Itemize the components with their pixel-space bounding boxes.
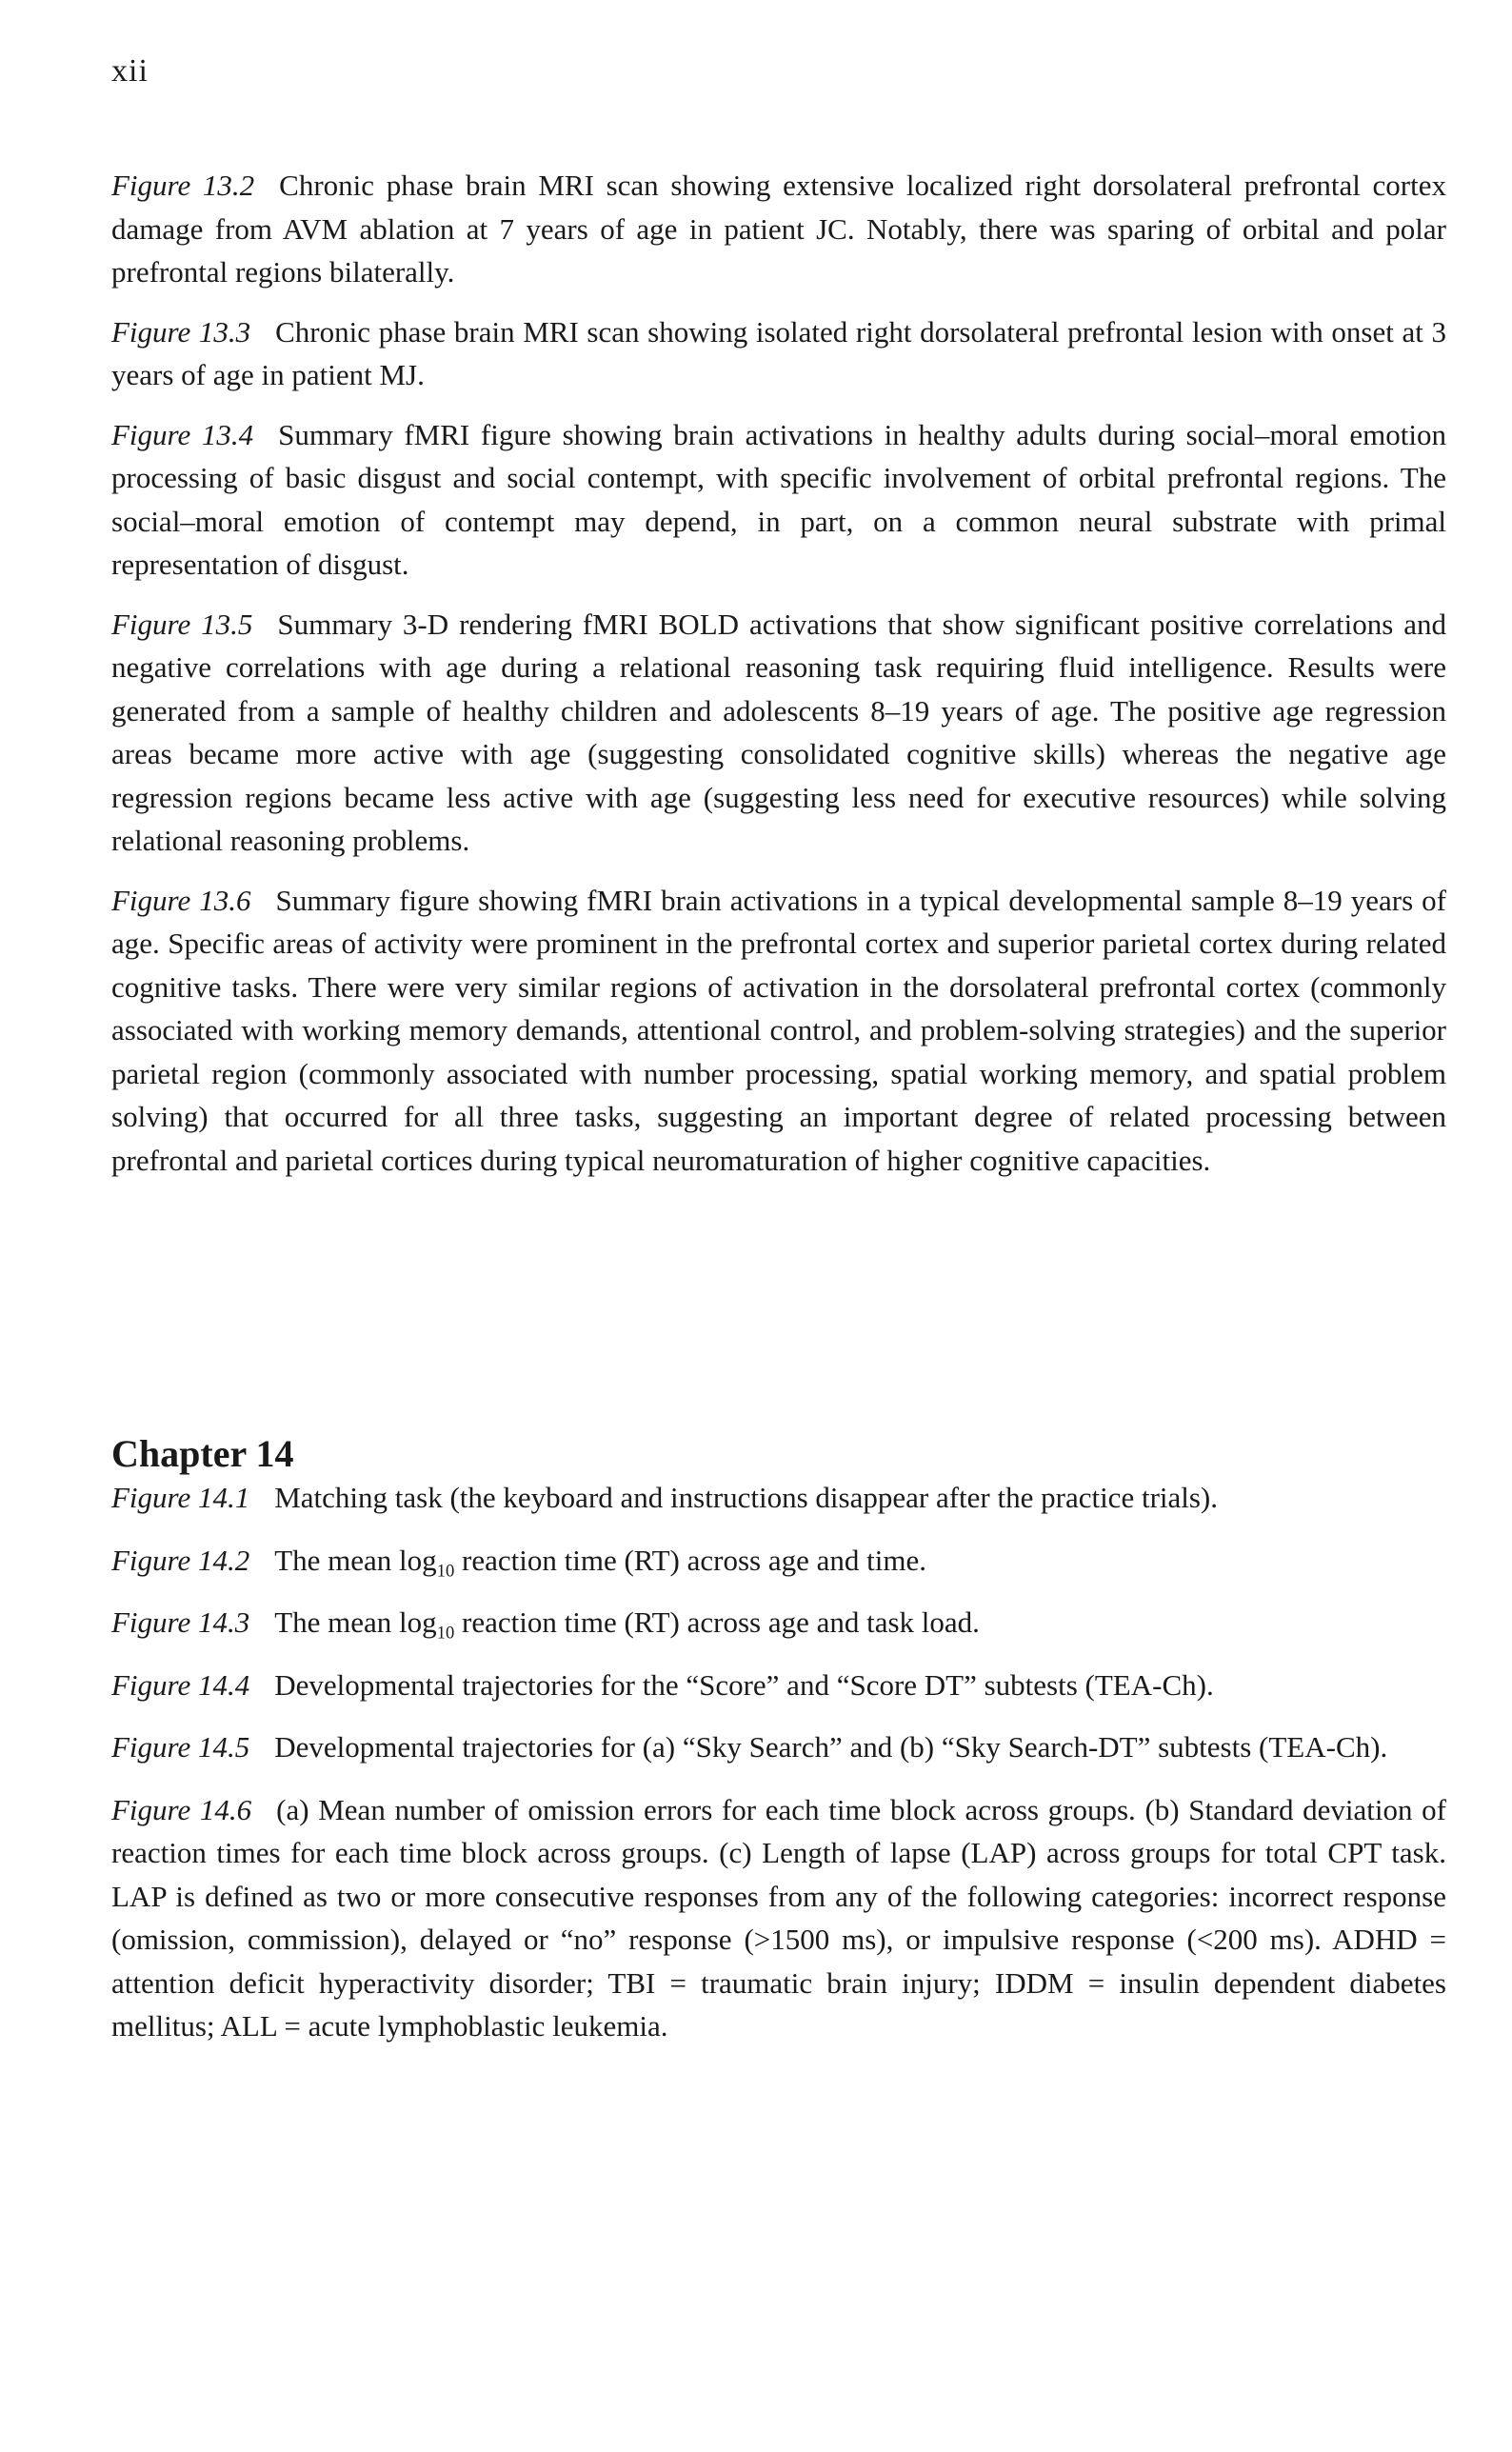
figure-label: Figure 13.6 xyxy=(111,883,251,917)
figure-label: Figure 14.3 xyxy=(111,1605,250,1639)
figure-caption-13-4 xyxy=(111,413,1446,587)
figure-caption-13-2 xyxy=(111,164,1446,294)
figure-text-suffix: reaction time (RT) across age and time. xyxy=(454,1543,926,1577)
figure-text: Summary fMRI figure showing brain activations in healthy adults during social–moral emotion processing of basic disgust and social contempt, with specific involvement of orbital prefrontal regions. The social–moral emotion of contempt may depend, in part, on a common neural substrate with primal representation of disgust. xyxy=(111,417,1446,581)
figure-text: Chronic phase brain MRI scan showing isolated right dorsolateral prefrontal lesion with onset at 3 years of age in patient MJ. xyxy=(111,314,1446,391)
log-subscript: 10 xyxy=(436,1561,455,1581)
figure-caption-14-3 xyxy=(111,1601,1446,1645)
figure-label: Figure 14.6 xyxy=(111,1792,252,1826)
page-number: xii xyxy=(111,53,149,89)
figure-caption-14-5 xyxy=(111,1725,1446,1769)
figure-text-prefix: The mean log xyxy=(274,1605,437,1639)
figure-caption-14-4 xyxy=(111,1664,1446,1707)
figure-caption-13-5 xyxy=(111,603,1446,863)
figure-label: Figure 13.4 xyxy=(111,417,254,451)
figure-label: Figure 14.1 xyxy=(111,1481,250,1514)
figure-caption-13-3 xyxy=(111,310,1446,397)
figure-label: Figure 14.2 xyxy=(111,1543,250,1577)
figure-label: Figure 14.4 xyxy=(111,1667,250,1702)
figure-caption-14-6 xyxy=(111,1788,1446,2048)
figure-text: Chronic phase brain MRI scan showing extensive localized right dorsolateral prefrontal cortex damage from AVM ablation at 7 years of age in patient JC. Notably, there was sparing of orbital and polar prefrontal regions bilaterally. xyxy=(111,169,1446,289)
figure-text: (a) Mean number of omission errors for each time block across groups. (b) Standard deviation of reaction times for each time block across groups. (c) Length of lapse (LAP) across groups for total CPT task. LAP is defined as two or more consecutive responses from any of the following categories: incorrect response (omission, commission), delayed or “no” response (>1500 ms), or impulsive response (<200 ms). ADHD = attention deficit hyperactivity disorder; TBI = traumatic brain injury; IDDM = insulin dependent diabetes mellitus; ALL = acute lymphoblastic leukemia. xyxy=(111,1792,1446,2043)
figure-text: Developmental trajectories for (a) “Sky Search” and (b) “Sky Search-DT” subtests (TEA-Ch). xyxy=(274,1730,1388,1764)
figure-text: Developmental trajectories for the “Score” and “Score DT” subtests (TEA-Ch). xyxy=(274,1667,1214,1702)
figure-text: Summary 3-D rendering fMRI BOLD activations that show significant positive correlations and negative correlations with age during a relational reasoning task requiring fluid intelligence. Results were generated from a sample of healthy children and adolescents 8–19 years of age. The positive age regression areas became more active with age (suggesting consolidated cognitive skills) whereas the negative age regression regions became less active with age (suggesting less need for executive resources) while solving relational reasoning problems. xyxy=(111,607,1446,857)
figure-caption-13-6 xyxy=(111,879,1446,1183)
figure-label: Figure 13.5 xyxy=(111,607,253,641)
figure-label: Figure 13.3 xyxy=(111,314,251,349)
figure-label: Figure 13.2 xyxy=(111,169,255,202)
figure-list-chapter-13 xyxy=(111,164,1446,1182)
figure-caption-14-1 xyxy=(111,1476,1446,1520)
figure-caption-14-2 xyxy=(111,1539,1446,1583)
figure-text-suffix: reaction time (RT) across age and task load. xyxy=(454,1605,980,1639)
figure-list-chapter-14 xyxy=(111,1476,1446,2048)
figure-text-prefix: The mean log xyxy=(274,1543,437,1577)
figure-label: Figure 14.5 xyxy=(111,1730,250,1764)
log-subscript: 10 xyxy=(436,1623,455,1644)
figure-text: Matching task (the keyboard and instructions disappear after the practice trials). xyxy=(274,1481,1219,1514)
chapter-heading: Chapter 14 xyxy=(111,1432,294,1475)
figure-text: Summary figure showing fMRI brain activations in a typical developmental sample 8–19 years of age. Specific areas of activity were prominent in the prefrontal cortex and superior parietal cortex during related cognitive tasks. There were very similar regions of activation in the dorsolateral prefrontal cortex (commonly associated with working memory demands, attentional control, and problem-solving strategies) and the superior parietal region (commonly associated with number processing, spatial working memory, and spatial problem solving) that occurred for all three tasks, suggesting an important degree of related processing between prefrontal and parietal cortices during typical neuromaturation of higher cognitive capacities. xyxy=(111,883,1446,1177)
